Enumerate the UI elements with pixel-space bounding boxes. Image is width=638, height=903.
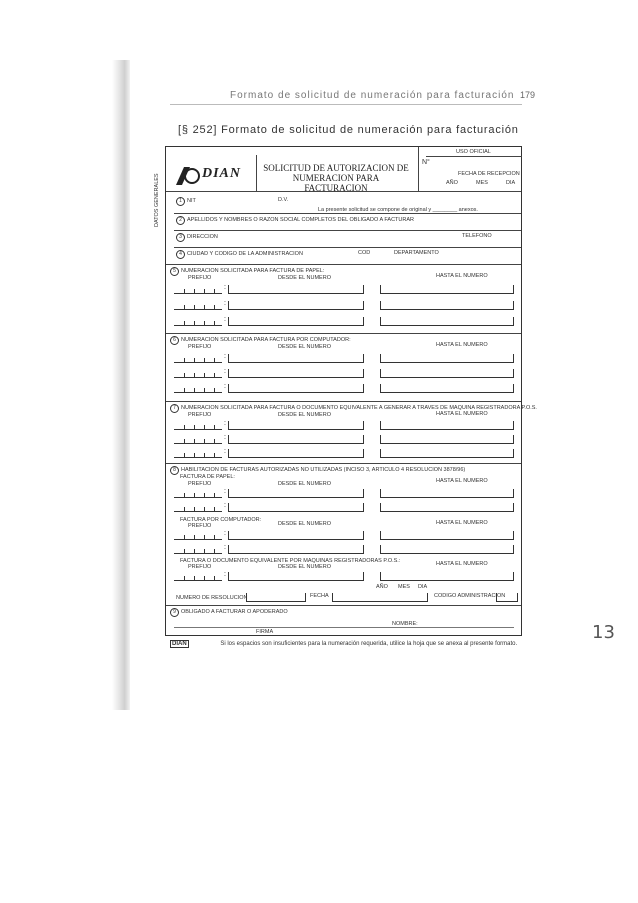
prefijo-label: PREFIJO [188,564,212,570]
mes-label: MES [476,180,488,186]
section9-label: OBLIGADO A FACTURAR O APODERADO [181,609,288,615]
desde-field[interactable] [228,369,364,378]
prefijo-label: PREFIJO [188,523,212,529]
hasta-field[interactable] [380,369,514,378]
desde-field[interactable] [228,435,364,444]
form-title-line2: NUMERACION PARA FACTURACION [292,173,380,193]
desde-field[interactable] [228,354,364,363]
desde-field[interactable] [228,531,364,540]
prefijo-label: PREFIJO [188,344,212,350]
prefijo-field[interactable] [174,285,222,294]
desde-label: DESDE EL NUMERO [278,275,331,281]
razon-social-label: APELLIDOS Y NOMBRES O RAZON SOCIAL COMPLETOS DEL OBLIGADO A FACTURAR [187,217,414,223]
desde-field[interactable] [228,503,364,512]
handwritten-number: 13 [592,622,615,643]
hasta-field[interactable] [380,285,514,294]
desde-label: DESDE EL NUMERO [278,344,331,350]
hasta-field[interactable] [380,449,514,458]
prefijo-field[interactable] [174,354,222,363]
desde-field[interactable] [228,285,364,294]
sub-comp-label: FACTURA POR COMPUTADOR: [180,517,262,523]
direccion-label: DIRECCION [187,234,218,240]
composed-text: La presente solicitud se compone de original y ________ anexos. [318,207,478,213]
dv-label: D.V. [278,197,289,203]
running-title: Formato de solicitud de numeración para facturación [230,90,515,101]
dia-label: DIA [418,584,428,590]
hasta-field[interactable] [380,545,514,554]
prefijo-field[interactable] [174,369,222,378]
dia-label: DIA [506,180,516,186]
side-label: DATOS GENERALES [154,173,160,227]
hasta-label: HASTA EL NUMERO [436,561,488,567]
ano-label: AÑO [376,584,388,590]
hasta-field[interactable] [380,503,514,512]
prefijo-field[interactable] [174,572,222,581]
hasta-field[interactable] [380,489,514,498]
prefijo-field[interactable] [174,435,222,444]
prefijo-field[interactable] [174,545,222,554]
hasta-field[interactable] [380,317,514,326]
dian-logo-text: DIAN [202,166,242,181]
desde-field[interactable] [228,489,364,498]
hasta-field[interactable] [380,572,514,581]
cod-admin-label: CODIGO ADMINISTRACION [434,593,506,599]
prefijo-field[interactable] [174,384,222,393]
desde-field[interactable] [228,545,364,554]
prefijo-field[interactable] [174,301,222,310]
footnote-text: Si los espacios son insuficientes para la numeración requerida, utilice la hoja que se anexa al presente formato. [220,641,518,647]
num-resolucion-field[interactable] [246,593,306,602]
section6-label: NUMERACION SOLICITADA PARA FACTURA POR COMPUTADOR: [181,337,351,343]
prefijo-field[interactable] [174,317,222,326]
section8-label: HABILITACION DE FACTURAS AUTORIZADAS NO UTILIZADAS (INCISO 3, ARTICULO 4 RESOLUCION 3878/96) [181,467,466,473]
hasta-field[interactable] [380,384,514,393]
cod-admin-field[interactable] [496,593,518,602]
nombre-label: NOMBRE: [392,621,418,627]
prefijo-label: PREFIJO [188,275,212,281]
ciudad-label: CIUDAD Y CODIGO DE LA ADMINISTRACION [187,251,303,257]
mes-label: MES [398,584,410,590]
prefijo-field[interactable] [174,421,222,430]
prefijo-label: PREFIJO [188,481,212,487]
hasta-field[interactable] [380,421,514,430]
hasta-label: HASTA EL NUMERO [436,342,488,348]
desde-label: DESDE EL NUMERO [278,564,331,570]
section-title: [§ 252] Formato de solicitud de numeración para facturación [178,124,519,136]
left-margin [0,0,130,903]
footnote-tag: DIAN [172,641,187,647]
desde-field[interactable] [228,301,364,310]
prefijo-field[interactable] [174,531,222,540]
telefono-label: TELEFONO [462,233,492,239]
nit-label: NIT [187,198,196,204]
numero-label: N° [422,159,430,166]
desde-field[interactable] [228,317,364,326]
desde-field[interactable] [228,449,364,458]
uso-oficial: USO OFICIAL [456,149,491,155]
prefijo-field[interactable] [174,489,222,498]
fecha-field[interactable] [332,593,428,602]
scan-binding-shadow [112,60,130,710]
sub-papel-label: FACTURA DE PAPEL: [180,474,235,480]
section7-label: NUMERACION SOLICITADA PARA FACTURA O DOCUMENTO EQUIVALENTE A GENERAR A TRAVES DE MAQUINA REGISTRADORA P.O.S. [181,405,537,411]
dian-form: DIAN SOLICITUD DE AUTORIZACION DE NUMERACION PARA FACTURACION N° USO OFICIAL FECHA DE RECEPCION AÑO MES DIA DATOS GENERALES 1 NIT D.V. La presente solicitud se compone de original y ________ anexos. 2 APELLIDOS Y NOMBRES O RAZON SOCIAL COMPLETOS DEL OBLIGADO A FACTURAR 3 DIRECCION TELEFONO 4 CIUDAD Y CODIGO DE LA ADMINISTRACION COD DEPARTAMENTO 5 NUMERACION SOLICITADA PARA FACTURA DE PAPEL: PREFIJO DESDE EL NUMERO HASTA EL NUMERO : : : 6 NUMERACION SOLICITADA PARA FACTURA POR COMPUTADOR: PREFIJO DESDE EL NUMERO HASTA EL NUMERO : : : 7 NUMERACION SOLICITADA PARA FACTURA O DOCUMENTO EQUIVALENTE A GENERAR A TRAVES DE MAQUINA REGISTRADORA P.O.S. PREFIJO DESDE EL NUMERO HASTA EL NUMERO : : : 8 HABILITACION DE FACTURAS AUTORIZADAS NO UTILIZADAS (INCISO 3, ARTICULO 4 RESOLUCION 3878/96) FACTURA DE PAPEL: PREFIJO DESDE EL NUMERO HASTA EL NUMERO : : FACTURA POR COMPUTADOR: PREFIJO DESDE EL NUMERO HASTA EL NUMERO : : FACTURA O DOCUMENTO EQUIVALENTE POR MAQUINAS REGISTRADORAS P.O.S.: PREFIJO DESDE EL NUMERO HASTA EL NUMERO : AÑO MES DIA NUMERO DE RESOLUCION FECHA CODIGO ADMINISTRACION 9 OBLIGADO A FACTURAR O APODERADO NOMBRE: FIRMA [165,146,522,636]
form-title-line1: SOLICITUD DE AUTORIZACION DE [263,163,409,173]
desde-field[interactable] [228,572,364,581]
header-rule [170,104,522,105]
hasta-label: HASTA EL NUMERO [436,273,488,279]
fecha-label: FECHA [310,593,329,599]
firma-label: FIRMA [256,629,274,635]
hasta-label: HASTA EL NUMERO [436,478,488,484]
hasta-label: HASTA EL NUMERO [436,520,488,526]
cod-label: COD [358,250,371,256]
prefijo-label: PREFIJO [188,412,212,418]
dian-logo-icon [174,165,200,187]
sub-pos-label: FACTURA O DOCUMENTO EQUIVALENTE POR MAQUINAS REGISTRADORAS P.O.S.: [180,558,401,564]
desde-label: DESDE EL NUMERO [278,412,331,418]
desde-label: DESDE EL NUMERO [278,481,331,487]
departamento-label: DEPARTAMENTO [394,250,439,256]
hasta-field[interactable] [380,354,514,363]
page-number: 179 [520,90,536,100]
section5-label: NUMERACION SOLICITADA PARA FACTURA DE PAPEL: [181,268,325,274]
hasta-label: HASTA EL NUMERO [436,411,488,417]
desde-field[interactable] [228,421,364,430]
prefijo-field[interactable] [174,449,222,458]
hasta-field[interactable] [380,531,514,540]
desde-field[interactable] [228,384,364,393]
num-resolucion-label: NUMERO DE RESOLUCION [176,595,248,601]
prefijo-field[interactable] [174,503,222,512]
hasta-field[interactable] [380,301,514,310]
fecha-recepcion-label: FECHA DE RECEPCION [458,171,520,177]
hasta-field[interactable] [380,435,514,444]
ano-label: AÑO [446,180,458,186]
desde-label: DESDE EL NUMERO [278,521,331,527]
